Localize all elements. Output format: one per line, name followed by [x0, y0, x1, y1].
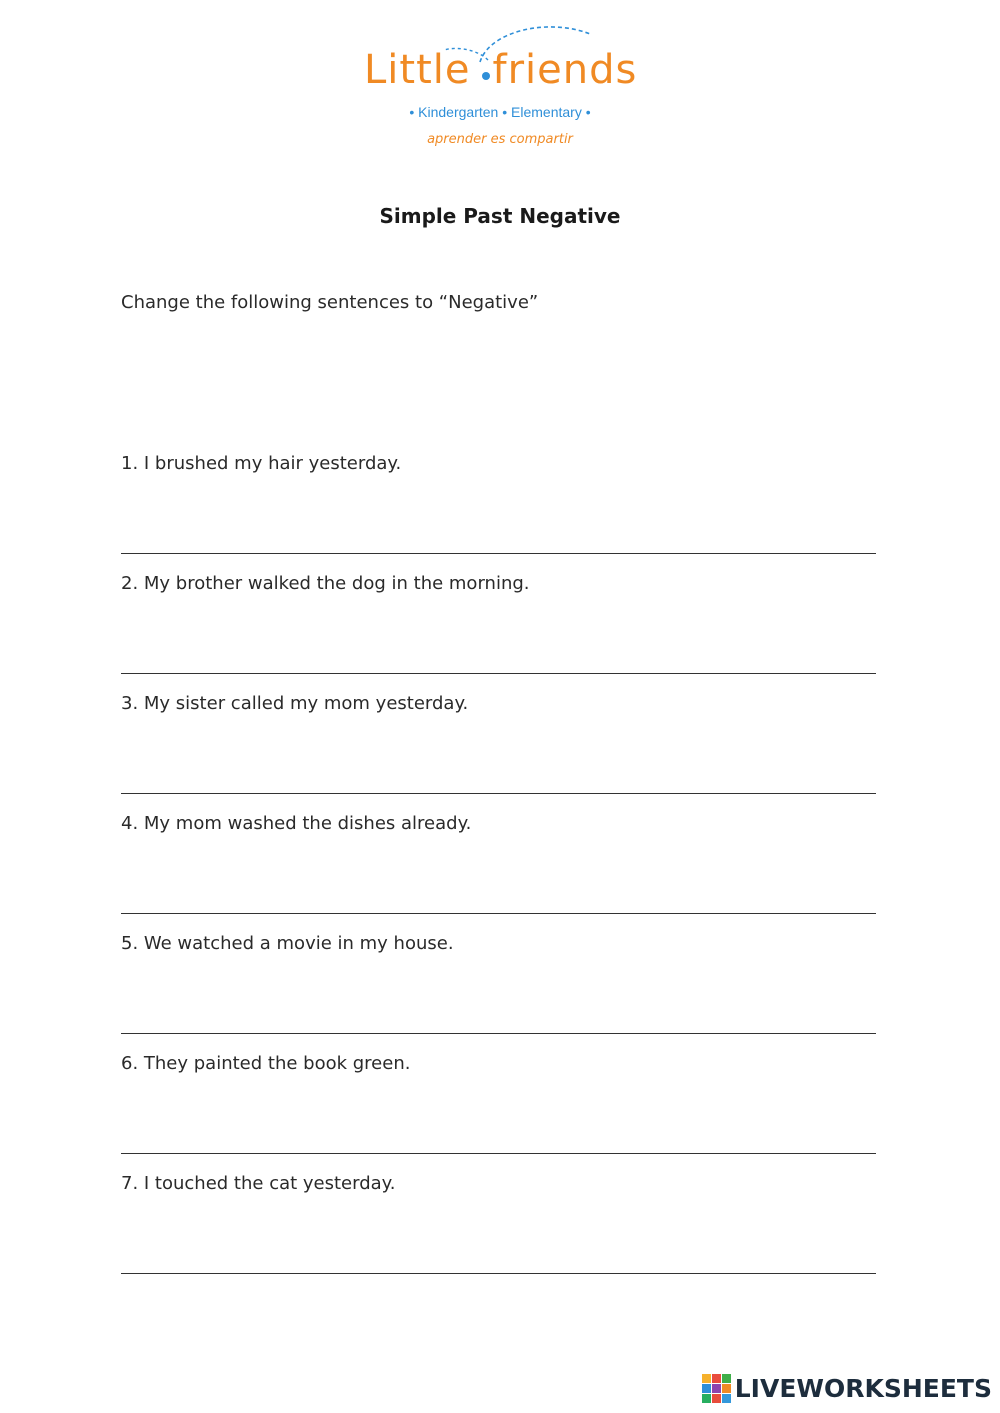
logo-wordmark	[364, 47, 638, 93]
school-logo	[340, 20, 660, 160]
logo-word-friends: friends	[492, 47, 638, 93]
block-icon	[722, 1374, 731, 1383]
liveworksheets-blocks-icon	[702, 1374, 731, 1403]
block-icon	[722, 1394, 731, 1403]
liveworksheets-logo[interactable]	[702, 1373, 992, 1403]
logo-subtitle: • Kindergarten • Elementary •	[409, 104, 591, 120]
block-icon	[702, 1394, 711, 1403]
question-3: 3. My sister called my mom yesterday.	[121, 693, 469, 714]
worksheet-title: Simple Past Negative	[379, 204, 621, 228]
block-icon	[702, 1374, 711, 1383]
answer-line-6[interactable]	[121, 1153, 876, 1154]
block-icon	[712, 1374, 721, 1383]
block-icon	[722, 1384, 731, 1393]
worksheet-instruction: Change the following sentences to “Negative”	[121, 292, 539, 313]
answer-line-5[interactable]	[121, 1033, 876, 1034]
block-icon	[712, 1394, 721, 1403]
answer-line-1[interactable]	[121, 553, 876, 554]
logo-tagline: aprender es compartir	[427, 132, 573, 147]
question-2: 2. My brother walked the dog in the morning.	[121, 573, 530, 594]
question-7: 7. I touched the cat yesterday.	[121, 1173, 396, 1194]
liveworksheets-text: LIVEWORKSHEETS	[734, 1373, 992, 1403]
answer-line-2[interactable]	[121, 673, 876, 674]
answer-line-3[interactable]	[121, 793, 876, 794]
question-6: 6. They painted the book green.	[121, 1053, 411, 1074]
question-5: 5. We watched a movie in my house.	[121, 933, 454, 954]
block-icon	[702, 1384, 711, 1393]
block-icon	[712, 1384, 721, 1393]
question-4: 4. My mom washed the dishes already.	[121, 813, 472, 834]
answer-line-7[interactable]	[121, 1273, 876, 1274]
answer-line-4[interactable]	[121, 913, 876, 914]
question-1: 1. I brushed my hair yesterday.	[121, 453, 402, 474]
logo-word-little: Little	[364, 47, 471, 93]
